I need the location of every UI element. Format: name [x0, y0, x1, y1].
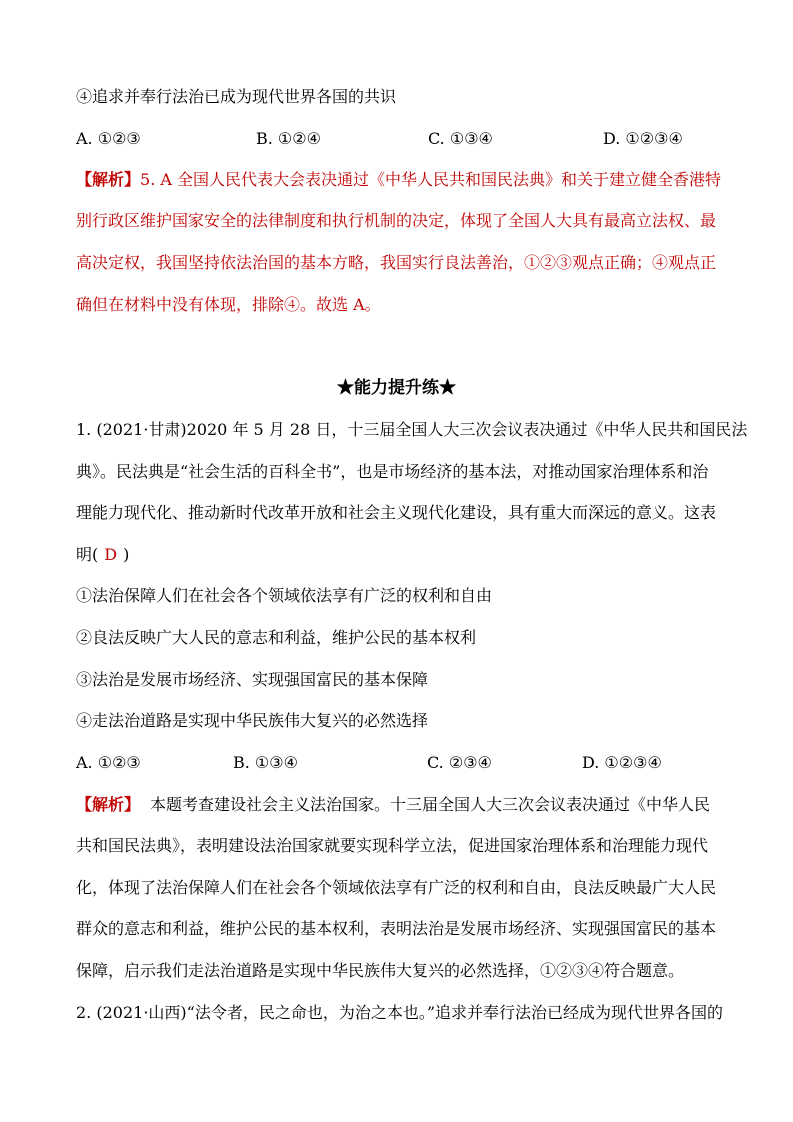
- q1-statement-2: ②良法反映广大人民的意志和利益，维护公民的基本权利: [76, 628, 477, 647]
- q5-options: [76, 129, 716, 149]
- q1-analysis-line-5: 保障，启示我们走法治道路是实现中华民族伟大复兴的必然选择，①②③④符合题意。: [76, 961, 685, 980]
- q1-statement-3: ③法治是发展市场经济、实现强国富民的基本保障: [76, 670, 429, 689]
- q1-statement-4: ④走法治道路是实现中华民族伟大复兴的必然选择: [76, 711, 429, 730]
- q1-stem-line-1: 1. (2021·甘肃)2020 年 5 月 28 日，十三届全国人大三次会议表决通过《中华人民共和国民法: [76, 420, 748, 439]
- q1-stem-line-4: 明( D ): [76, 545, 130, 564]
- q5-statement-4: ④追求并奉行法治已成为现代世界各国的共识: [76, 87, 397, 106]
- q1-analysis-line-1: 【解析】 本题考查建设社会主义法治国家。十三届全国人大三次会议表决通过《中华人民: [76, 795, 711, 814]
- q5-option-a: A. ①②③: [76, 129, 141, 148]
- q1-analysis-line-2: 共和国民法典》，表明建设法治国家就要实现科学立法，促进国家治理体系和治理能力现代: [76, 836, 709, 855]
- q1-analysis-line-4: 群众的意志和利益，维护公民的基本权利，表明法治是发展市场经济、实现强国富民的基本: [76, 919, 717, 938]
- q5-analysis-tag: 【解析】: [76, 170, 141, 189]
- q5-option-d: D. ①②③④: [603, 129, 683, 148]
- q1-stem-line-3: 理能力现代化、推动新时代改革开放和社会主义现代化建设，具有重大而深远的意义。这表: [76, 503, 717, 522]
- q1-statement-1: ①法治保障人们在社会各个领域依法享有广泛的权利和自由: [76, 586, 493, 605]
- q1-options: [76, 753, 716, 773]
- q1-stem-line-2: 典》。民法典是“社会生活的百科全书”，也是市场经济的基本法，对推动国家治理体系和治: [76, 462, 709, 481]
- q5-analysis-line-1: 【解析】5. A 全国人民代表大会表决通过《中华人民共和国民法典》和关于建立健全香港特: [76, 170, 722, 189]
- q1-option-c: C. ②③④: [427, 753, 492, 772]
- q1-option-b: B. ①③④: [233, 753, 298, 772]
- q5-option-c: C. ①③④: [428, 129, 493, 148]
- q1-option-d: D. ①②③④: [582, 753, 662, 772]
- section-title: ★能力提升练★: [337, 378, 456, 398]
- q5-analysis-line-3: 高决定权，我国坚持依法治国的基本方略，我国实行良法善治，①②③观点正确；④观点正: [76, 253, 717, 272]
- q1-answer: D: [104, 545, 118, 564]
- q5-analysis-line-2: 别行政区维护国家安全的法律制度和执行机制的决定，体现了全国人大具有最高立法权、最: [76, 211, 717, 230]
- q1-analysis-line-3: 化，体现了法治保障人们在社会各个领域依法享有广泛的权利和自由，良法反映最广大人民: [76, 878, 717, 897]
- q1-option-a: A. ①②③: [76, 753, 141, 772]
- q1-analysis-tag: 【解析】: [76, 795, 141, 814]
- q2-stem-line-1: 2. (2021·山西)“法令者，民之命也，为治之本也。”追求并奉行法治已经成为现代世界各国的: [76, 1003, 724, 1022]
- q5-option-b: B. ①②④: [256, 129, 321, 148]
- q5-analysis-line-4: 确但在材料中没有体现，排除④。故选 A。: [76, 295, 381, 314]
